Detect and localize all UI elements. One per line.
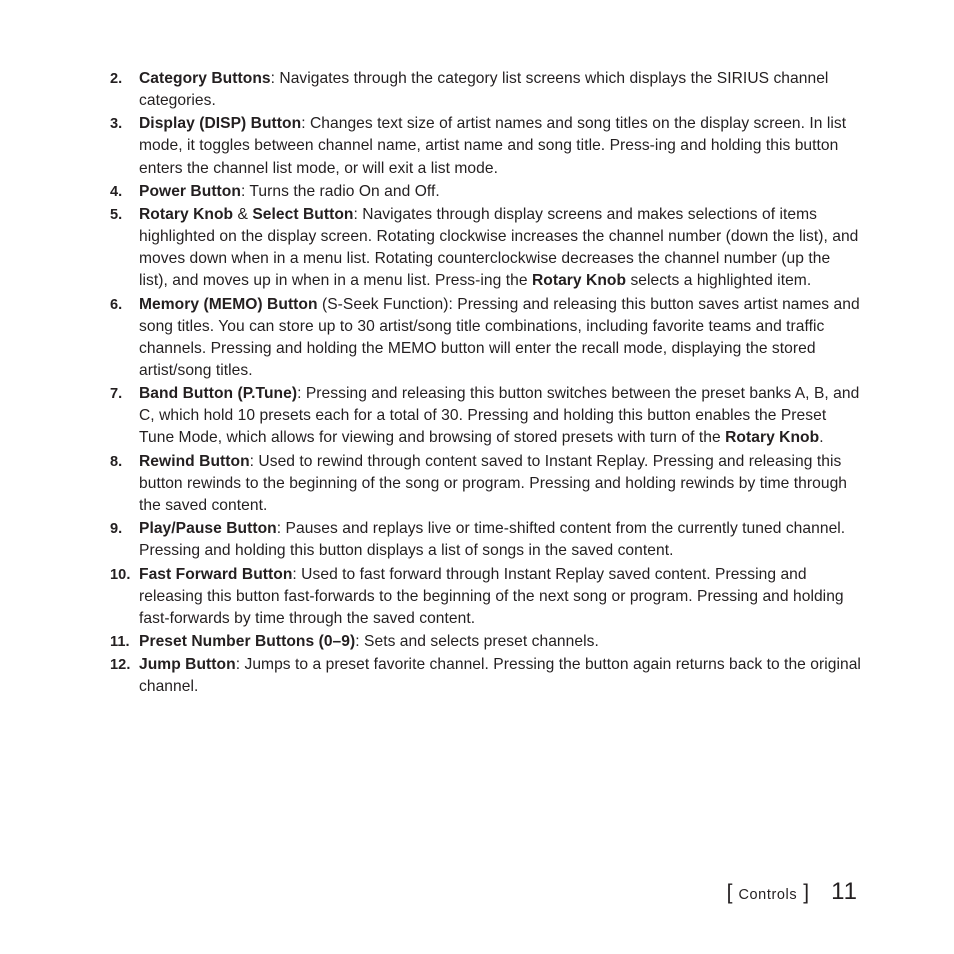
item-description: : Turns the radio On and Off.	[240, 182, 440, 200]
item-term: Display (DISP) Button	[139, 115, 302, 133]
list-item	[110, 68, 862, 112]
list-item	[110, 654, 862, 698]
item-description: selects a highlighted item.	[626, 272, 812, 290]
item-description: : Navigates through the category list screens which displays the SIRIUS channel categories.	[139, 70, 829, 110]
page-number: 11	[831, 878, 858, 905]
item-number: 4.	[110, 183, 123, 200]
item-description: : Jumps to a preset favorite channel. Pressing the button again returns back to the original channel.	[139, 656, 861, 696]
item-number: 2.	[110, 71, 123, 87]
list-item	[110, 564, 862, 630]
list-item	[110, 451, 862, 517]
list-item	[110, 113, 862, 179]
item-number: 9.	[110, 521, 123, 538]
item-term: Play/Pause Button	[139, 520, 277, 538]
item-number: 7.	[110, 386, 123, 403]
item-description: : Navigates through display screens and makes selections of items highlighted on the display screen. Rotating clockwise increases the channel number (down the list), and moves down when in a menu list. Rotating counterclockwise decreases the channel number (up the list), and moves up in when in a menu list. Press-ing the	[139, 206, 859, 290]
item-term: Band Button (P.Tune)	[139, 385, 298, 403]
footer-open-bracket: [	[726, 881, 733, 904]
list-item	[110, 181, 862, 203]
list-item	[110, 294, 862, 382]
item-term: Rotary Knob	[139, 206, 234, 224]
footer-close-bracket: ]	[803, 881, 810, 904]
item-description: (S-Seek Function): Pressing and releasing this button saves artist names and song titles. You can store up to 30 artist/song title combinations, including favorite teams and traffic channels. Pressing and holding the MEMO button will enter the recall mode, displaying the stored artist/song titles.	[139, 295, 860, 379]
item-term: Rotary Knob	[531, 272, 627, 290]
item-number: 12.	[110, 657, 131, 674]
item-term: Preset Number Buttons (0–9)	[139, 633, 356, 651]
item-description: .	[819, 429, 824, 447]
item-term: Category Buttons	[139, 70, 271, 87]
list-item	[110, 383, 862, 449]
list-item	[110, 204, 862, 292]
item-term: Rotary Knob	[725, 429, 820, 447]
item-description: : Used to rewind through content saved to Instant Replay. Pressing and releasing this button rewinds to the beginning of the song or program. Pressing and holding rewinds by time through the saved content.	[139, 452, 848, 514]
item-number: 3.	[110, 116, 123, 133]
item-description: &	[233, 206, 253, 224]
item-term: Rewind Button	[139, 452, 250, 470]
item-number: 10.	[110, 566, 131, 583]
page-footer	[727, 878, 858, 906]
list-item	[110, 518, 862, 562]
item-term: Jump Button	[139, 656, 236, 674]
controls-list	[110, 68, 862, 700]
item-description: : Used to fast forward through Instant Replay saved content. Pressing and releasing this button fast-forwards to the beginning of the next song or program. Pressing and holding fast-forwards by time through the saved content.	[139, 565, 844, 627]
item-term: Select Button	[252, 206, 354, 224]
item-number: 11.	[110, 634, 130, 651]
item-description: : Sets and selects preset channels.	[355, 633, 599, 651]
item-description: : Changes text size of artist names and song titles on the display screen. In list mode, it toggles between channel name, artist name and song title. Press-ing and holding this button enters the channel list mode, or will exit a list mode.	[139, 115, 847, 177]
item-number: 6.	[110, 296, 123, 313]
item-number: 5.	[110, 207, 123, 224]
list-item	[110, 631, 862, 653]
item-description: : Pauses and replays live or time-shifted content from the currently tuned channel. Pressing and holding this button displays a list of songs in the saved content.	[139, 520, 846, 560]
item-term: Fast Forward Button	[139, 565, 293, 583]
item-number: 8.	[110, 453, 123, 470]
item-term: Memory (MEMO) Button	[139, 295, 318, 313]
item-description: : Pressing and releasing this button switches between the preset banks A, B, and C, which hold 10 presets each for a total of 30. Pressing and holding this button enables the Preset Tune Mode, which allows for viewing and browsing of stored presets with turn of the	[139, 385, 860, 447]
footer-section-name: Controls	[738, 887, 798, 903]
item-term: Power Button	[139, 182, 241, 200]
